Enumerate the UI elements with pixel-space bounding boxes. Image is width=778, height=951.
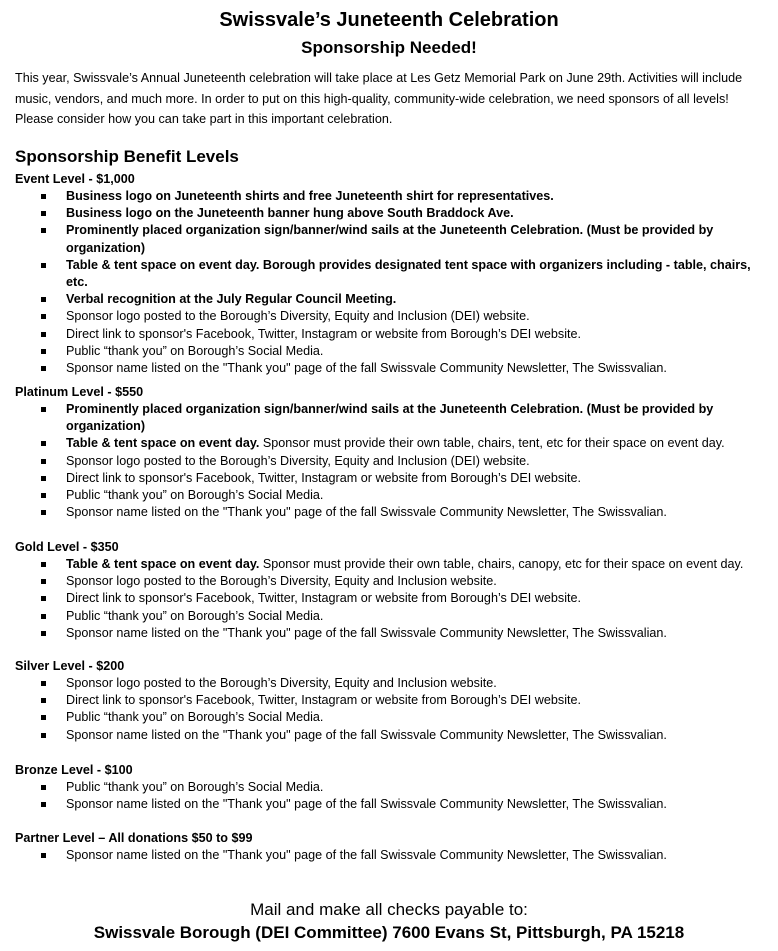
benefit-text: Direct link to sponsor's Facebook, Twitter, Instagram or website from Borough’s DEI website. <box>66 693 582 708</box>
level-title: Silver Level - $200 <box>15 659 125 673</box>
sponsorship-level <box>15 171 765 377</box>
level-title: Partner Level – All donations $50 to $99 <box>15 831 253 845</box>
square-bullet-icon <box>41 596 46 601</box>
square-bullet-icon <box>41 332 46 337</box>
square-bullet-icon <box>41 476 46 481</box>
square-bullet-icon <box>41 698 46 703</box>
benefit-item <box>15 470 765 487</box>
benefit-text: Public “thank you” on Borough’s Social Media. <box>66 343 324 358</box>
mailing-instructions: Mail and make all checks payable to: <box>250 900 528 919</box>
benefit-lead-text: Prominently placed organization sign/banner/wind sails at the Juneteenth Celebration. (Must be provided by organization) <box>66 223 714 255</box>
benefit-list <box>15 188 765 377</box>
square-bullet-icon <box>41 579 46 584</box>
intro-paragraph: This year, Swissvale’s Annual Juneteenth celebration will take place at Les Getz Memorial Park on June 29th. Activities will include music, vendors, and much more. In order to put on this high-quality, community-wide celebration, we need sponsors of all levels! Please consider how you can take part in this important celebration. <box>15 71 743 126</box>
square-bullet-icon <box>41 366 46 371</box>
benefit-text: Sponsor logo posted to the Borough’s Diversity, Equity and Inclusion (DEI) website. <box>66 453 530 468</box>
benefit-lead-text: Business logo on the Juneteenth banner hung above South Braddock Ave. <box>66 206 514 221</box>
square-bullet-icon <box>41 493 46 498</box>
square-bullet-icon <box>41 349 46 354</box>
level-title: Bronze Level - $100 <box>15 763 133 777</box>
benefit-item <box>15 692 765 709</box>
benefit-item <box>15 291 765 308</box>
level-title: Platinum Level - $550 <box>15 385 144 399</box>
benefit-item <box>15 847 765 864</box>
benefit-lead-text: Table & tent space on event day. Borough provides designated tent space with organizers including - table, chairs, etc. <box>66 257 751 290</box>
benefit-list <box>15 556 765 642</box>
benefit-text: Sponsor logo posted to the Borough’s Diversity, Equity and Inclusion website. <box>66 574 497 589</box>
benefit-text: Sponsor name listed on the "Thank you" page of the fall Swissvale Community Newsletter, The Swissvalian. <box>66 797 667 812</box>
benefit-lead-text: Verbal recognition at the July Regular Council Meeting. <box>66 292 397 307</box>
benefit-item <box>15 188 765 205</box>
benefit-list <box>15 847 765 864</box>
benefit-item <box>15 435 765 452</box>
benefit-item <box>15 401 765 435</box>
benefit-text: Sponsor must provide their own table, chairs, tent, etc for their space on event day. <box>259 436 725 451</box>
square-bullet-icon <box>41 681 46 686</box>
benefit-text: Public “thank you” on Borough’s Social Media. <box>66 488 324 503</box>
square-bullet-icon <box>41 631 46 636</box>
benefit-text: Sponsor must provide their own table, chairs, canopy, etc for their space on event day. <box>259 557 744 571</box>
benefit-lead-text: Table & tent space on event day. <box>66 436 260 451</box>
benefit-item <box>15 573 765 590</box>
benefit-item <box>15 453 765 470</box>
benefit-lead-text: Business logo on Juneteenth shirts and free Juneteenth shirt for representatives. <box>66 189 554 203</box>
benefit-item <box>15 205 765 222</box>
level-title: Gold Level - $350 <box>15 540 119 554</box>
benefit-text: Sponsor name listed on the "Thank you" page of the fall Swissvale Community Newsletter, The Swissvalian. <box>66 727 667 742</box>
benefit-text: Sponsor name listed on the "Thank you" page of the fall Swissvale Community Newsletter, The Swissvalian. <box>66 848 667 862</box>
level-title: Event Level - $1,000 <box>15 172 135 186</box>
benefit-item <box>15 257 765 291</box>
benefit-list <box>15 675 765 744</box>
benefit-item <box>15 608 765 625</box>
benefit-item <box>15 504 765 521</box>
benefit-text: Sponsor name listed on the "Thank you" page of the fall Swissvale Community Newsletter, The Swissvalian. <box>66 505 667 520</box>
square-bullet-icon <box>41 785 46 790</box>
benefit-item <box>15 796 765 813</box>
benefit-text: Sponsor logo posted to the Borough’s Diversity, Equity and Inclusion website. <box>66 676 497 690</box>
sponsorship-level <box>15 539 765 642</box>
square-bullet-icon <box>41 733 46 738</box>
sponsorship-level <box>15 762 765 813</box>
benefit-text: Direct link to sponsor's Facebook, Twitter, Instagram or website from Borough’s DEI website. <box>66 591 582 606</box>
square-bullet-icon <box>41 441 46 446</box>
page-title: Swissvale’s Juneteenth Celebration <box>219 9 559 31</box>
square-bullet-icon <box>41 297 46 302</box>
square-bullet-icon <box>41 715 46 720</box>
section-heading: Sponsorship Benefit Levels <box>15 147 239 166</box>
square-bullet-icon <box>41 562 46 567</box>
benefit-item <box>15 727 765 744</box>
mailing-address: Swissvale Borough (DEI Committee) 7600 Evans St, Pittsburgh, PA 15218 <box>93 923 685 942</box>
benefit-item <box>15 709 765 726</box>
benefit-text: Sponsor name listed on the "Thank you" page of the fall Swissvale Community Newsletter, The Swissvalian. <box>66 625 667 640</box>
square-bullet-icon <box>41 459 46 464</box>
sponsorship-level <box>15 384 765 521</box>
square-bullet-icon <box>41 407 46 412</box>
benefit-item <box>15 222 765 256</box>
benefit-item <box>15 326 765 343</box>
benefit-text: Public “thank you” on Borough’s Social Media. <box>66 608 324 623</box>
square-bullet-icon <box>41 802 46 807</box>
square-bullet-icon <box>41 194 46 199</box>
page-subtitle: Sponsorship Needed! <box>301 38 477 57</box>
benefit-text: Public “thank you” on Borough’s Social Media. <box>66 710 324 725</box>
square-bullet-icon <box>41 614 46 619</box>
benefit-text: Direct link to sponsor's Facebook, Twitter, Instagram or website from Borough’s DEI website. <box>66 326 582 341</box>
benefit-text: Sponsor name listed on the "Thank you" page of the fall Swissvale Community Newsletter, The Swissvalian. <box>66 361 667 376</box>
benefit-item <box>15 675 765 692</box>
benefit-item <box>15 360 765 377</box>
square-bullet-icon <box>41 853 46 858</box>
benefit-item <box>15 487 765 504</box>
square-bullet-icon <box>41 211 46 216</box>
benefit-list <box>15 401 765 521</box>
benefit-text: Sponsor logo posted to the Borough’s Diversity, Equity and Inclusion (DEI) website. <box>66 309 530 324</box>
benefit-item <box>15 625 765 642</box>
benefit-item <box>15 556 765 573</box>
benefit-text: Public “thank you” on Borough’s Social Media. <box>66 780 324 794</box>
benefit-list <box>15 779 765 813</box>
benefit-lead-text: Table & tent space on event day. <box>66 557 260 571</box>
sponsorship-level <box>15 658 765 744</box>
square-bullet-icon <box>41 263 46 268</box>
benefit-item <box>15 779 765 796</box>
benefit-item <box>15 343 765 360</box>
sponsorship-level <box>15 830 765 864</box>
benefit-lead-text: Prominently placed organization sign/banner/wind sails at the Juneteenth Celebration. (Must be provided by organization) <box>66 402 714 434</box>
benefit-item <box>15 590 765 607</box>
benefit-item <box>15 308 765 325</box>
square-bullet-icon <box>41 228 46 233</box>
square-bullet-icon <box>41 314 46 319</box>
square-bullet-icon <box>41 510 46 515</box>
benefit-text: Direct link to sponsor's Facebook, Twitter, Instagram or website from Borough’s DEI website. <box>66 470 582 485</box>
